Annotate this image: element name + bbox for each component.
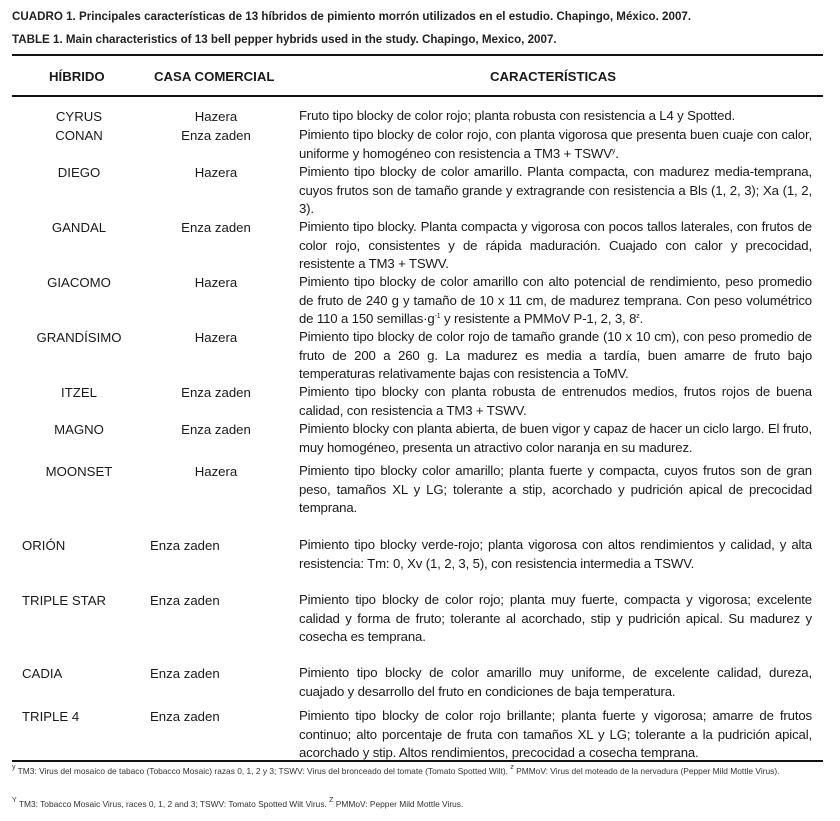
footnote-english: $^Y$ TM3: Tobacco Mosaic Virus, races 0, 1, 2 and 3; TSWV: Tomato Spotted Wilt Virus. $^Z$ PMMoV: Pepper Mild Mottle Virus. [12,797,464,809]
hybrid-name: ORIÓN [22,538,66,553]
company-name: Hazera [194,109,238,124]
company-name: Hazera [194,275,238,290]
company-name: Enza zaden [181,385,251,400]
column-header-caracteristicas: CARACTERÍSTICAS [490,69,617,84]
characteristics: Pimiento blocky con planta abierta, de buen vigor y capaz de hacer un ciclo largo. El fruto, muy homogéneo, presenta un atractivo color naranja en su madurez. [299,421,812,455]
top-rule [12,54,823,56]
company-name: Enza zaden [150,666,220,681]
company-name: Enza zaden [150,709,220,724]
company-name: Enza zaden [181,128,251,143]
characteristics: Pimiento tipo blocky de color rojo, con planta vigorosa que presenta buen cuaje con calor, uniforme y homogéneo con resistencia a $TM3 + TSWV^y$. [299,127,812,161]
characteristics: Pimiento tipo blocky de color amarillo. Planta compacta, con madurez media-temprana, cuyos frutos son de tamaño grande y extragrande con resistencia a Bls (1, 2, 3); Xa (1, 2, 3). [299,164,812,217]
characteristics: Pimiento tipo blocky de color rojo de tamaño grande (10 x 10 cm), con peso promedio de fruto de 200 a 260 g. La madurez es media a tardía, buen amarre de fruto bajo temperaturas relativamente bajas con resistencia a ToMV. [299,329,812,382]
hybrid-name: MAGNO [54,422,104,437]
footnote-spanish: $^y$ TM3: Virus del mosaico de tabaco (Tobacco Mosaic) razas 0, 1, 2 y 3; TSWV: Virus del bronceado del tomate (Tomato Spotted Wilt). $^z$ PMMoV: Virus del moteado de la nervadura (Pepper Mild Mottle Virus). [12,764,780,776]
superscript: -1 [434,313,441,321]
header-rule [12,95,823,97]
characteristics: Pimiento tipo blocky de color rojo brillante; planta fuerte y vigorosa; amarre de frutos continuo; alto porcentaje de fruta con tamaños XL y LG; tolerante a la pudrición apical, acorchado y stip. Altos rendimientos, precocidad a cosecha temprana. [299,708,812,761]
column-header-hibrido: HÍBRIDO [49,69,105,84]
characteristics: Pimiento tipo blocky de color amarillo con alto potencial de rendimiento, peso promedio de fruto de 240 g y tamaño de 10 x 11 cm, de madurez temprana. Con peso volumétrico de 110 a 150 $semillas\cdot g^{-1}$ y resistente a PMMoV P-1, 2, 3, 8$^z$. [299,274,812,327]
hybrid-name: CONAN [55,128,103,143]
hybrid-name: ITZEL [61,385,97,400]
company-name: Hazera [194,330,238,345]
characteristics: Fruto tipo blocky de color rojo; planta robusta con resistencia a L4 y Spotted. [299,108,736,123]
company-name: Enza zaden [150,593,220,608]
hybrid-name: CYRUS [55,109,103,124]
footnote-mark: z [636,313,640,321]
company-name: Hazera [194,165,238,180]
company-name: Enza zaden [181,422,251,437]
hybrid-name: GANDAL [51,220,107,235]
hybrid-name: CADIA [22,666,63,681]
table-caption-english: TABLE 1. Main characteristics of 13 bell pepper hybrids used in the study. Chapingo, Mexico, 2007. [12,33,557,46]
hybrid-name: DIEGO [57,165,101,180]
characteristics: Pimiento tipo blocky verde-rojo; planta vigorosa con altos rendimientos y calidad, y alta resistencia: Tm: 0, Xv (1, 2, 3, 5), con resistencia intermedia a TSWV. [299,537,812,571]
table-caption-spanish: CUADRO 1. Principales características de 13 híbridos de pimiento morrón utilizados en el estudio. Chapingo, México. 2007. [12,10,692,23]
footnote-mark: y [611,147,616,155]
characteristics: Pimiento tipo blocky color amarillo; planta fuerte y compacta, cuyos frutos son de gran peso, tamaños XL y LG; tolerante a stip, acorchado y pudrición apical de precocidad temprana. [299,463,812,516]
company-name: Enza zaden [181,220,251,235]
hybrid-name: TRIPLE 4 [22,709,80,724]
hybrid-name: GRANDÍSIMO [36,330,122,345]
column-header-casa-comercial: CASA COMERCIAL [154,69,275,84]
characteristics: Pimiento tipo blocky. Planta compacta y vigorosa con pocos tallos laterales, con frutos de color rojo, consistentes y de rápida maduración. Cuajado con calor y precocidad, resistente a TM3 + TSWV. [299,219,812,272]
company-name: Hazera [194,464,238,479]
characteristics: Pimiento tipo blocky de color amarillo muy uniforme, de excelente calidad, dureza, cuajado y desarrollo del fruto en condiciones de baja temperatura. [299,665,812,699]
hybrid-name: MOONSET [45,464,113,479]
characteristics: Pimiento tipo blocky de color rojo; planta muy fuerte, compacta y vigorosa; excelente calidad y forma de fruto; tolerante al acorchado, stip y pudrición apical. Su madurez y cosecha es temprana. [299,592,812,645]
characteristics: Pimiento tipo blocky con planta robusta de entrenudos medios, frutos rojos de buena calidad, con resistencia a TM3 + TSWV. [299,384,812,418]
company-name: Enza zaden [150,538,220,553]
hybrid-name: GIACOMO [47,275,111,290]
hybrid-name: TRIPLE STAR [22,593,107,608]
bottom-rule [12,760,823,762]
